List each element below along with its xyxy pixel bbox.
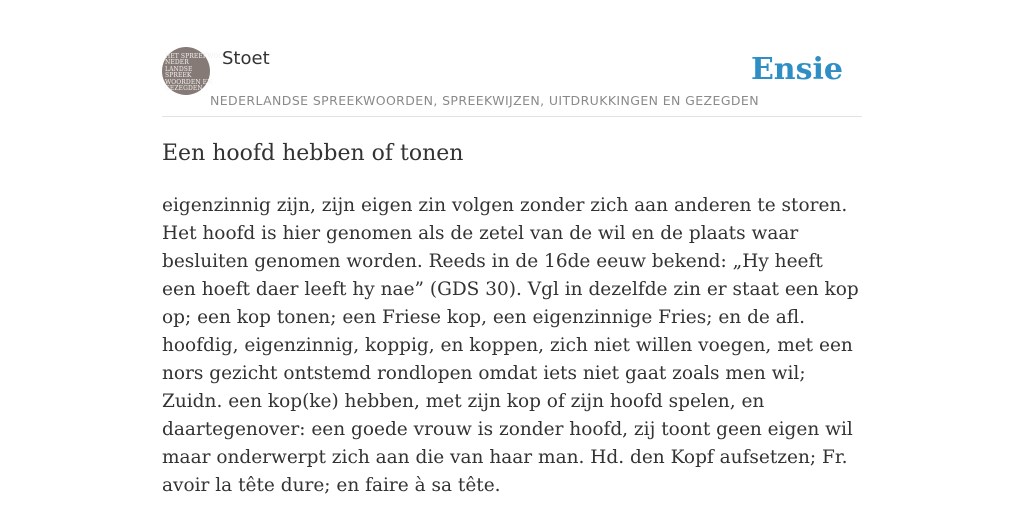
source-cover-text: HET SPREEKWOORDEN NEDER LANDSE SPREEK WOORDEN EN GEZEGDEN: [165, 53, 243, 93]
source-header: [162, 46, 862, 117]
ensie-logo[interactable]: Ensie: [750, 52, 843, 87]
source-cover-image[interactable]: [162, 47, 243, 95]
source-name-link[interactable]: Stoet: [222, 48, 270, 69]
entry-title: Een hoofd hebben of tonen: [162, 141, 464, 166]
source-subtitle: NEDERLANDSE SPREEKWOORDEN, SPREEKWIJZEN, UITDRUKKINGEN EN GEZEGDEN: [210, 93, 759, 108]
entry-definition: eigenzinnig zijn, zijn eigen zin volgen zonder zich aan anderen te storen. Het hoofd is hier genomen als de zetel van de wil en de plaats waar besluiten genomen worden. Reeds in de 16de eeuw bekend: „Hy heeft een hoeft daer leeft hy nae” (GDS 30). Vgl in dezelfde zin er staat een kop op; een kop tonen; een Friese kop, een eigenzinnige Fries; en de afl. hoofdig, eigenzinnig, koppig, en koppen, zich niet willen voegen, met een nors gezicht ontstemd rondlopen omdat iets niet gaat zoals men wil; Zuidn. een kop(ke) hebben, met zijn kop of zijn hoofd spelen, en daartegenover: een goede vrouw is zonder hoofd, zij toont geen eigen wil maar onderwerpt zich aan die van haar man. Hd. den Kopf aufsetzen; Fr. avoir la tête dure; en faire à sa tête.: [162, 195, 859, 496]
